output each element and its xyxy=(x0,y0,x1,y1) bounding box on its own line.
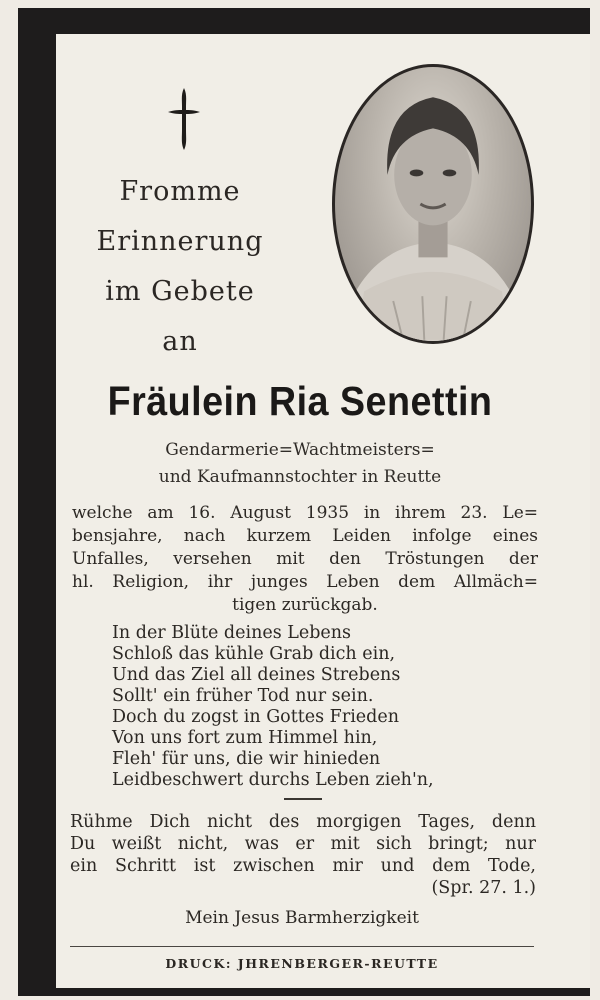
closing-prayer: Mein Jesus Barmherzigkeit xyxy=(185,908,419,928)
cross-icon xyxy=(166,86,202,152)
heading-line-3: im Gebete xyxy=(105,276,255,307)
heading-line-4: an xyxy=(162,326,198,357)
poem-line-4: Sollt' ein früher Tod nur sein. xyxy=(112,686,374,706)
poem-line-5: Doch du zogst in Gottes Frieden xyxy=(112,707,399,727)
deceased-name: Fräulein Ria Senettin xyxy=(107,378,493,424)
poem-line-2: Schloß das kühle Grab dich ein, xyxy=(112,644,396,664)
verse-line-1: Rühme Dich nicht des morgigen Tages, denn xyxy=(70,812,536,832)
poem-line-1: In der Blüte deines Lebens xyxy=(112,623,352,643)
paragraph-line-4: hl. Religion, ihr junges Leben dem Allmäch= xyxy=(72,572,538,592)
verse-line-2: Du weißt nicht, was er mit sich bringt; nur xyxy=(70,834,536,854)
verse-reference: (Spr. 27. 1.) xyxy=(431,878,536,898)
paragraph-line-1: welche am 16. August 1935 in ihrem 23. Le= xyxy=(72,503,538,523)
paragraph-line-3: Unfalles, versehen mit den Tröstungen der xyxy=(72,549,538,569)
portrait-image xyxy=(335,67,531,341)
subtitle-line-2: und Kaufmannstochter in Reutte xyxy=(158,467,442,487)
paragraph-line-2: bensjahre, nach kurzem Leiden infolge eines xyxy=(72,526,538,546)
printer-credit: DRUCK: JHRENBERGER-REUTTE xyxy=(165,956,439,971)
verse-line-3: ein Schritt ist zwischen mir und dem Tode, xyxy=(70,856,536,876)
subtitle-line-1: Gendarmerie=Wachtmeisters= xyxy=(165,440,435,460)
paragraph-line-5: tigen zurückgab. xyxy=(232,595,378,615)
heading-line-1: Fromme xyxy=(119,176,241,207)
poem-line-8: Leidbeschwert durchs Leben zieh'n, xyxy=(112,770,434,790)
portrait-photo xyxy=(332,64,534,344)
bottom-divider xyxy=(70,946,534,947)
short-divider xyxy=(284,798,322,800)
poem-line-6: Von uns fort zum Himmel hin, xyxy=(112,728,378,748)
heading-line-2: Erinnerung xyxy=(96,226,264,257)
poem-line-7: Fleh' für uns, die wir hinieden xyxy=(112,749,381,769)
poem-line-3: Und das Ziel all deines Strebens xyxy=(112,665,401,685)
